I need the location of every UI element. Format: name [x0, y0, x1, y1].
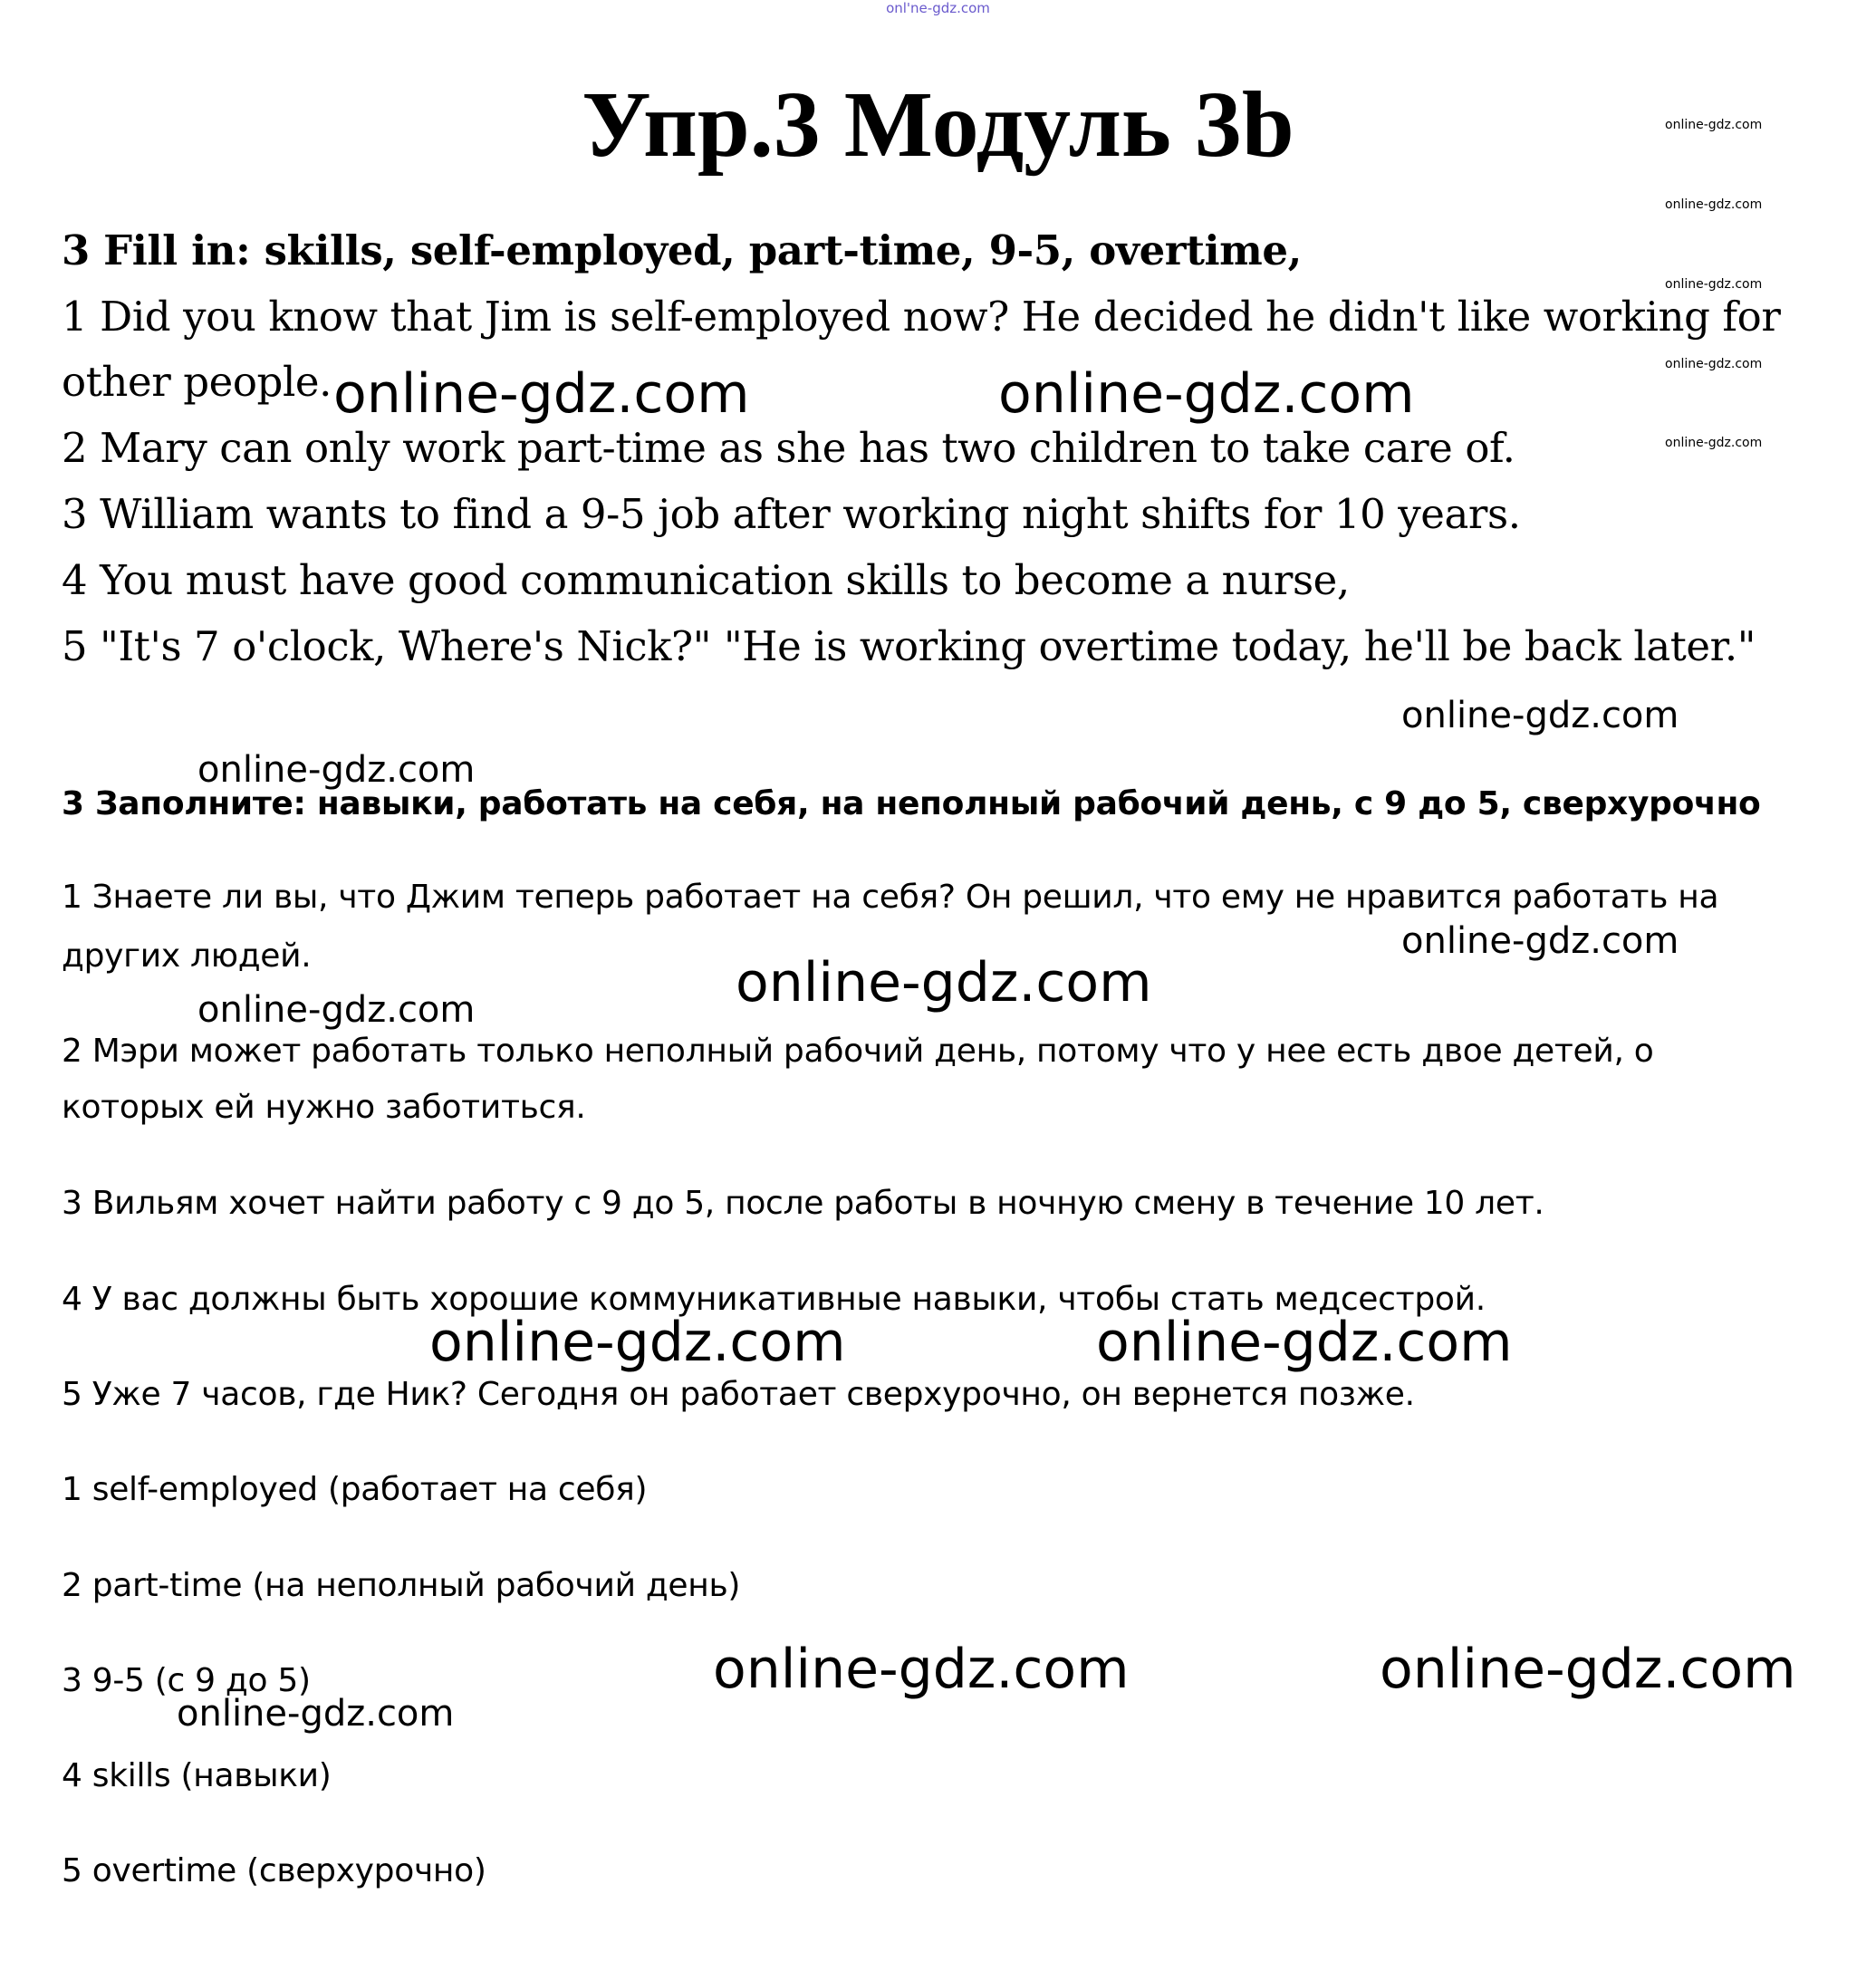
watermark-medium: online-gdz.com — [1401, 695, 1679, 736]
watermark-large: online-gdz.com — [1380, 1638, 1796, 1701]
exercise-heading-ru: 3 Заполните: навыки, работать на себя, на неполный рабочий день, с 9 до 5, сверхурочно — [62, 785, 1761, 822]
exercise-line-en: 2 Mary can only work part-time as she has two children to take care of. — [62, 424, 1515, 472]
watermark-large: online-gdz.com — [333, 362, 750, 426]
watermark-small: online-gdz.com — [1665, 277, 1763, 292]
translation-line-ru: 5 Уже 7 часов, где Ник? Сегодня он работает сверхурочно, он вернется позже. — [62, 1376, 1415, 1413]
watermark-medium: online-gdz.com — [197, 749, 476, 791]
exercise-line-en: 3 William wants to find a 9-5 job after working night shifts for 10 years. — [62, 490, 1521, 538]
answer-item: 1 self-employed (работает на себя) — [62, 1471, 648, 1508]
watermark-large: online-gdz.com — [736, 951, 1152, 1014]
answer-item: 5 overtime (сверхурочно) — [62, 1852, 486, 1889]
translation-line-ru: 3 Вильям хочет найти работу с 9 до 5, после работы в ночную смену в течение 10 лет. — [62, 1185, 1544, 1222]
exercise-line-en: 4 You must have good communication skills to become a nurse, — [62, 556, 1350, 604]
translation-line-ru: 2 Мэри может работать только неполный рабочий день, потому что у нее есть двое детей, о — [62, 1033, 1654, 1070]
exercise-line-en: other people. — [62, 358, 332, 406]
exercise-line-en: 5 "It's 7 o'clock, Where's Nick?" "He is working overtime today, he'll be back later." — [62, 622, 1756, 670]
watermark-small: online-gdz.com — [1665, 118, 1763, 132]
answer-item: 2 part-time (на неполный рабочий день) — [62, 1567, 741, 1604]
watermark-small: online-gdz.com — [1665, 197, 1763, 212]
watermark-large: online-gdz.com — [998, 362, 1415, 426]
page-title: Упр.3 Модуль 3b — [582, 72, 1294, 177]
watermark-medium: online-gdz.com — [1401, 920, 1679, 962]
answer-item: 4 skills (навыки) — [62, 1757, 332, 1794]
translation-line-ru: других людей. — [62, 937, 312, 975]
watermark-large: online-gdz.com — [713, 1638, 1130, 1701]
watermark-medium: online-gdz.com — [177, 1693, 455, 1735]
watermark-small: online-gdz.com — [1665, 436, 1763, 450]
watermark-large: online-gdz.com — [1096, 1311, 1513, 1374]
watermark-top: onl'ne-gdz.com — [886, 0, 990, 16]
answer-item: 3 9-5 (с 9 до 5) — [62, 1662, 311, 1699]
exercise-heading-en: 3 Fill in: skills, self-employed, part-time, 9-5, overtime, — [62, 226, 1302, 274]
watermark-medium: online-gdz.com — [197, 989, 476, 1031]
translation-line-ru: которых ей нужно заботиться. — [62, 1089, 586, 1126]
exercise-line-en: 1 Did you know that Jim is self-employed now? He decided he didn't like working for — [62, 293, 1781, 341]
watermark-small: online-gdz.com — [1665, 357, 1763, 371]
translation-line-ru: 1 Знаете ли вы, что Джим теперь работает на себя? Он решил, что ему не нравится работать на — [62, 879, 1719, 916]
watermark-large: online-gdz.com — [429, 1311, 846, 1374]
translation-line-ru: 4 У вас должны быть хорошие коммуникативные навыки, чтобы стать медсестрой. — [62, 1281, 1486, 1318]
